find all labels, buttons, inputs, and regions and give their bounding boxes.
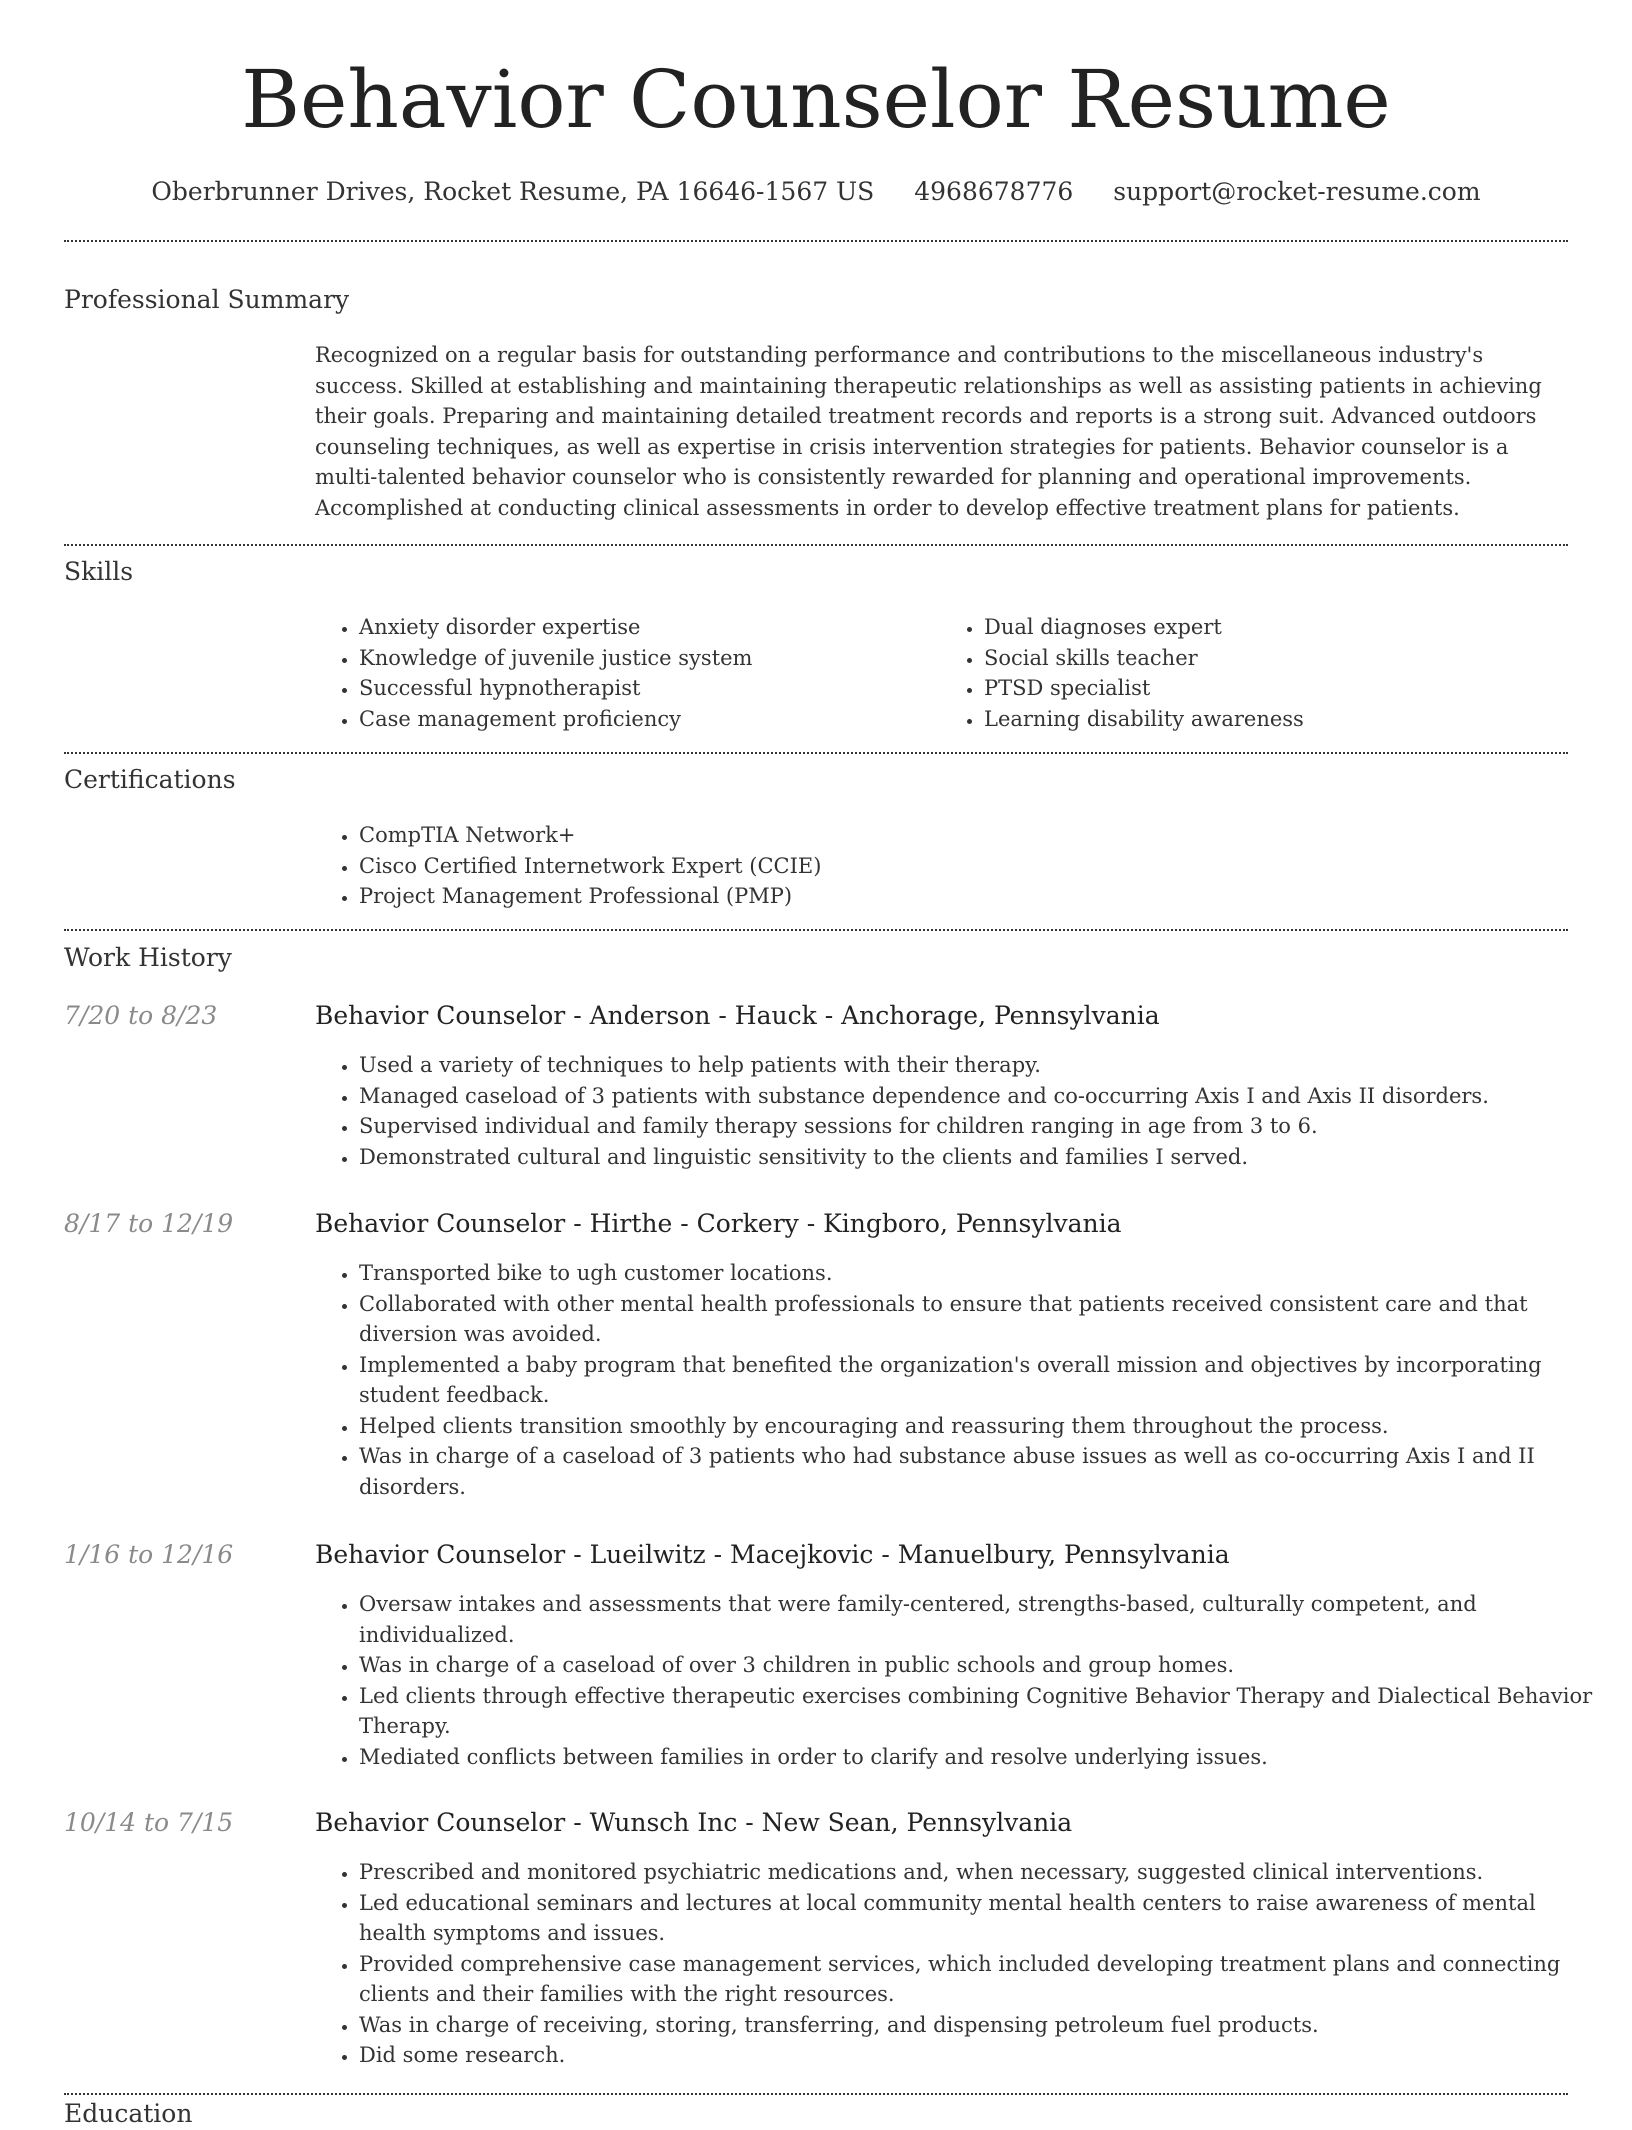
certifications-section (315, 820, 1565, 912)
skills-list-left (315, 612, 940, 734)
skill-item: • Social skills teacher (984, 643, 1565, 674)
skills-section (315, 612, 1565, 734)
skill-item: • Anxiety disorder expertise (359, 612, 940, 643)
job-bullet: • Prescribed and monitored psychiatric medications and, when necessary, suggested clinical interventions. (359, 1857, 1609, 1888)
address-text: Oberbrunner Drives, Rocket Resume, PA 16646-1567 US (151, 177, 875, 206)
job-bullet: • Provided comprehensive case management services, which included developing treatment plans and connecting clients and their families with the right resources. (359, 1949, 1609, 2010)
section-divider (64, 2093, 1568, 2095)
summary-section (315, 340, 1565, 523)
job-title: Behavior Counselor - Hirthe - Corkery - Kingboro, Pennsylvania (315, 1209, 1122, 1238)
job-bullet: • Was in charge of a caseload of 3 patients who had substance abuse issues as well as co-occurring Axis I and II disorders. (359, 1441, 1609, 1502)
certifications-heading: Certifications (64, 765, 236, 794)
contact-line (0, 176, 1632, 208)
skill-item: • Dual diagnoses expert (984, 612, 1565, 643)
job-bullets (315, 1589, 1609, 1772)
skill-item: • Knowledge of juvenile justice system (359, 643, 940, 674)
resume-header (0, 0, 1632, 208)
skill-item: • Successful hypnotherapist (359, 673, 940, 704)
job-bullet: • Led clients through effective therapeutic exercises combining Cognitive Behavior Therapy and Dialectical Behavior Therapy. (359, 1681, 1609, 1742)
skills-list-right (940, 612, 1565, 734)
job-bullet: • Led educational seminars and lectures at local community mental health centers to raise awareness of mental health symptoms and issues. (359, 1888, 1609, 1949)
skill-item: • Case management proficiency (359, 704, 940, 735)
job-title: Behavior Counselor - Wunsch Inc - New Sean, Pennsylvania (315, 1808, 1073, 1837)
education-heading: Education (64, 2099, 193, 2128)
job-bullets (315, 1258, 1609, 1502)
job-bullet: • Helped clients transition smoothly by encouraging and reassuring them throughout the process. (359, 1411, 1609, 1442)
phone-text: 4968678776 (914, 177, 1074, 206)
summary-text: Recognized on a regular basis for outstanding performance and contributions to the miscellaneous industry's success. Skilled at establishing and maintaining therapeutic relationships as well as assisting patients in achieving their goals. Preparing and maintaining detailed treatment records and reports is a strong suit. Advanced outdoors counseling techniques, as well as expertise in crisis intervention strategies for patients. Behavior counselor is a multi-talented behavior counselor who is consistently rewarded for planning and operational improvements. Accomplished at conducting clinical assessments in order to develop effective treatment plans for patients. (315, 343, 1542, 520)
job-dates: 8/17 to 12/19 (64, 1209, 234, 1238)
section-divider (64, 544, 1568, 546)
job-bullets (315, 1050, 1609, 1172)
job-bullet: • Collaborated with other mental health professionals to ensure that patients received consistent care and that diversion was avoided. (359, 1289, 1609, 1350)
job-title: Behavior Counselor - Anderson - Hauck - Anchorage, Pennsylvania (315, 1001, 1160, 1030)
certification-item: • CompTIA Network+ (359, 820, 1565, 851)
job-bullet: • Managed caseload of 3 patients with substance dependence and co-occurring Axis I and Axis II disorders. (359, 1081, 1609, 1112)
job-bullet: • Was in charge of a caseload of over 3 children in public schools and group homes. (359, 1650, 1609, 1681)
section-divider (64, 752, 1568, 754)
job-bullet: • Transported bike to ugh customer locations. (359, 1258, 1609, 1289)
certification-item: • Cisco Certified Internetwork Expert (CCIE) (359, 851, 1565, 882)
skill-item: • PTSD specialist (984, 673, 1565, 704)
job-dates: 1/16 to 12/16 (64, 1540, 234, 1569)
job-dates: 10/14 to 7/15 (64, 1808, 234, 1837)
job-bullet: • Was in charge of receiving, storing, transferring, and dispensing petroleum fuel products. (359, 2010, 1609, 2041)
job-bullets (315, 1857, 1609, 2071)
job-bullet: • Used a variety of techniques to help patients with their therapy. (359, 1050, 1609, 1081)
work-history-heading: Work History (64, 943, 232, 972)
section-divider (64, 929, 1568, 931)
job-bullet: • Mediated conflicts between families in order to clarify and resolve underlying issues. (359, 1742, 1609, 1773)
job-bullet: • Supervised individual and family therapy sessions for children ranging in age from 3 to 6. (359, 1111, 1609, 1142)
email-link[interactable]: support@rocket-resume.com (1113, 177, 1481, 206)
job-title: Behavior Counselor - Lueilwitz - Macejkovic - Manuelbury, Pennsylvania (315, 1540, 1230, 1569)
section-divider (64, 240, 1568, 242)
certifications-list (315, 820, 1565, 912)
skill-item: • Learning disability awareness (984, 704, 1565, 735)
page-title: Behavior Counselor Resume (241, 53, 1391, 146)
job-bullet: • Demonstrated cultural and linguistic sensitivity to the clients and families I served. (359, 1142, 1609, 1173)
job-bullet: • Implemented a baby program that benefited the organization's overall mission and objectives by incorporating student feedback. (359, 1350, 1609, 1411)
job-bullet: • Oversaw intakes and assessments that were family-centered, strengths-based, culturally competent, and individualized. (359, 1589, 1609, 1650)
job-bullet: • Did some research. (359, 2040, 1609, 2071)
certification-item: • Project Management Professional (PMP) (359, 881, 1565, 912)
job-dates: 7/20 to 8/23 (64, 1001, 218, 1030)
summary-heading: Professional Summary (64, 285, 350, 314)
skills-grid (315, 612, 1565, 734)
skills-heading: Skills (64, 557, 134, 586)
